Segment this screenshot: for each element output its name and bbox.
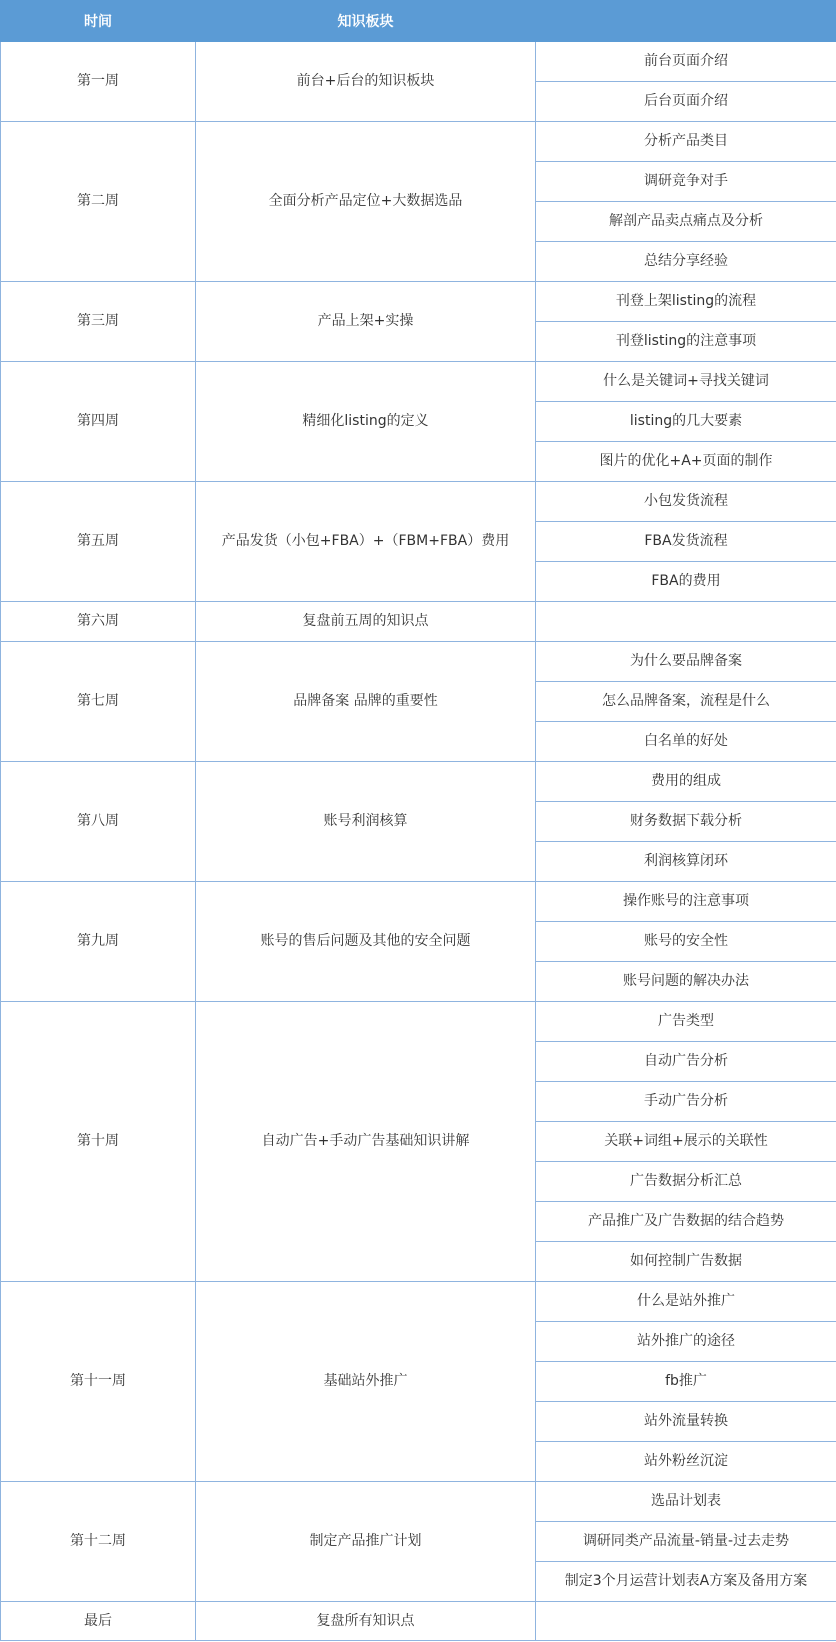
module-cell: 自动广告+手动广告基础知识讲解 <box>196 1002 536 1282</box>
week-cell: 第九周 <box>1 882 196 1002</box>
topic-cell: 利润核算闭环 <box>536 842 836 882</box>
topic-cell: 广告数据分析汇总 <box>536 1162 836 1202</box>
topic-cell: 账号的安全性 <box>536 922 836 962</box>
module-cell: 账号利润核算 <box>196 762 536 882</box>
module-cell: 产品上架+实操 <box>196 282 536 362</box>
module-cell: 品牌备案 品牌的重要性 <box>196 642 536 762</box>
topic-cell: 刊登上架listing的流程 <box>536 282 836 322</box>
topic-cell: 费用的组成 <box>536 762 836 802</box>
topic-cell: 为什么要品牌备案 <box>536 642 836 682</box>
table-row <box>1 362 836 402</box>
topic-cell: 总结分享经验 <box>536 242 836 282</box>
module-cell: 复盘所有知识点 <box>196 1602 536 1641</box>
week-cell: 第五周 <box>1 482 196 602</box>
topic-cell: FBA发货流程 <box>536 522 836 562</box>
topic-cell: 选品计划表 <box>536 1482 836 1522</box>
topic-cell: 分析产品类目 <box>536 122 836 162</box>
module-cell: 前台+后台的知识板块 <box>196 42 536 122</box>
table-row <box>1 122 836 162</box>
topic-cell: 财务数据下载分析 <box>536 802 836 842</box>
topic-cell: 制定3个月运营计划表A方案及备用方案 <box>536 1562 836 1602</box>
table-row <box>1 482 836 522</box>
topic-cell: 关联+词组+展示的关联性 <box>536 1122 836 1162</box>
topic-cell: 怎么品牌备案，流程是什么 <box>536 682 836 722</box>
topic-cell <box>536 602 836 642</box>
topic-cell: 如何控制广告数据 <box>536 1242 836 1282</box>
topic-cell: 前台页面介绍 <box>536 42 836 82</box>
module-cell: 基础站外推广 <box>196 1282 536 1482</box>
topic-cell: 解剖产品卖点痛点及分析 <box>536 202 836 242</box>
week-cell: 第三周 <box>1 282 196 362</box>
module-cell: 账号的售后问题及其他的安全问题 <box>196 882 536 1002</box>
topic-cell: 站外流量转换 <box>536 1402 836 1442</box>
topic-cell: 广告类型 <box>536 1002 836 1042</box>
topic-cell: 调研同类产品流量-销量-过去走势 <box>536 1522 836 1562</box>
topic-cell: 白名单的好处 <box>536 722 836 762</box>
module-cell: 产品发货（小包+FBA）+（FBM+FBA）费用 <box>196 482 536 602</box>
topic-cell: 操作账号的注意事项 <box>536 882 836 922</box>
week-cell: 第七周 <box>1 642 196 762</box>
header-topic <box>536 1 836 42</box>
topic-cell: 刊登listing的注意事项 <box>536 322 836 362</box>
topic-cell: 什么是站外推广 <box>536 1282 836 1322</box>
topic-cell: fb推广 <box>536 1362 836 1402</box>
topic-cell: 调研竞争对手 <box>536 162 836 202</box>
table-row <box>1 1282 836 1322</box>
topic-cell: 自动广告分析 <box>536 1042 836 1082</box>
topic-cell: 账号问题的解决办法 <box>536 962 836 1002</box>
week-cell: 第十周 <box>1 1002 196 1282</box>
week-cell: 第四周 <box>1 362 196 482</box>
topic-cell: 什么是关键词+寻找关键词 <box>536 362 836 402</box>
table-row <box>1 1602 836 1641</box>
module-cell: 精细化listing的定义 <box>196 362 536 482</box>
table-row <box>1 762 836 802</box>
header-week: 时间 <box>1 1 196 42</box>
module-cell: 复盘前五周的知识点 <box>196 602 536 642</box>
table-header <box>1 1 836 42</box>
week-cell: 第十一周 <box>1 1282 196 1482</box>
table-row <box>1 42 836 82</box>
week-cell: 第一周 <box>1 42 196 122</box>
table-row <box>1 882 836 922</box>
week-cell: 最后 <box>1 1602 196 1641</box>
week-cell: 第二周 <box>1 122 196 282</box>
table-row <box>1 1482 836 1522</box>
topic-cell: 手动广告分析 <box>536 1082 836 1122</box>
topic-cell: 产品推广及广告数据的结合趋势 <box>536 1202 836 1242</box>
module-cell: 全面分析产品定位+大数据选品 <box>196 122 536 282</box>
topic-cell: listing的几大要素 <box>536 402 836 442</box>
table-row <box>1 602 836 642</box>
table-row <box>1 1002 836 1042</box>
week-cell: 第十二周 <box>1 1482 196 1602</box>
topic-cell: 图片的优化+A+页面的制作 <box>536 442 836 482</box>
topic-cell: FBA的费用 <box>536 562 836 602</box>
table-row <box>1 642 836 682</box>
topic-cell <box>536 1602 836 1641</box>
topic-cell: 后台页面介绍 <box>536 82 836 122</box>
table-body <box>1 42 836 1641</box>
week-cell: 第八周 <box>1 762 196 882</box>
table-row <box>1 282 836 322</box>
topic-cell: 站外推广的途径 <box>536 1322 836 1362</box>
module-cell: 制定产品推广计划 <box>196 1482 536 1602</box>
week-cell: 第六周 <box>1 602 196 642</box>
topic-cell: 小包发货流程 <box>536 482 836 522</box>
topic-cell: 站外粉丝沉淀 <box>536 1442 836 1482</box>
header-module: 知识板块 <box>196 1 536 42</box>
header-row <box>1 1 836 42</box>
